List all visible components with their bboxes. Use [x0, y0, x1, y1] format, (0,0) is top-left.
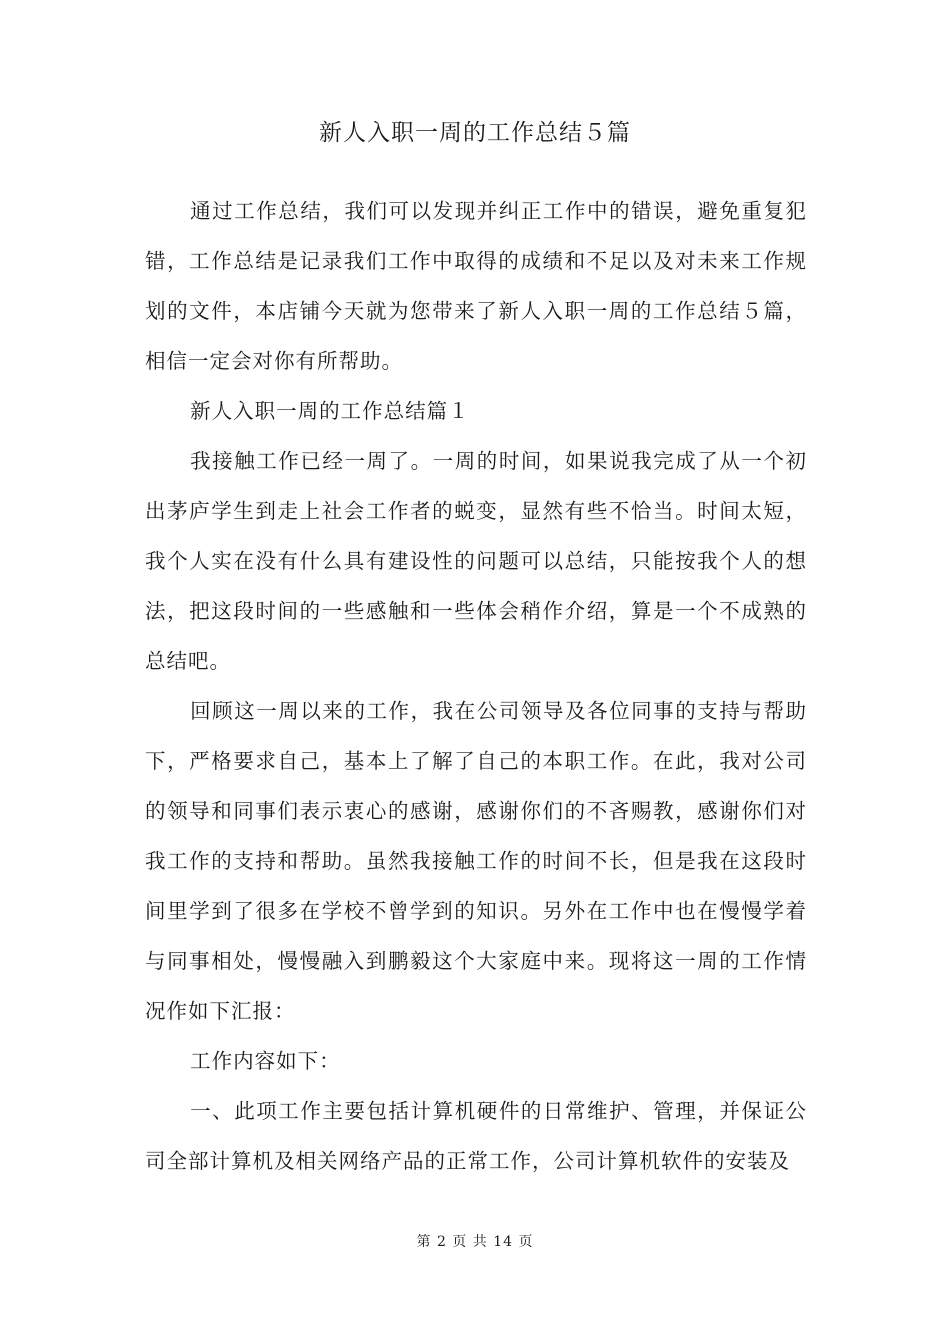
- page-number-footer: 第 2 页 共 14 页: [416, 1234, 534, 1250]
- list-intro-paragraph: 工作内容如下：: [190, 1049, 341, 1073]
- document-title: 新人入职一周的工作总结５篇: [319, 120, 631, 146]
- body-paragraph: 回顾这一周以来的工作，我在公司领导及各位同事的支持与帮助下，严格要求自己，基本上了解了自己的本职工作。在此，我对公司的领导和同事们表示衷心的感谢，感谢你们的不吝赐教，感谢你们对我工作的支持和帮助。虽然我接触工作的时间不长，但是我在这段时间里学到了很多在学校不曾学到的知识。另外在工作中也在慢慢学着与同事相处，慢慢融入到鹏毅这个大家庭中来。现将这一周的工作情况作如下汇报：: [145, 699, 807, 1023]
- intro-paragraph: 通过工作总结，我们可以发现并纠正工作中的错误，避免重复犯错，工作总结是记录我们工作中取得的成绩和不足以及对未来工作规划的文件，本店铺今天就为您带来了新人入职一周的工作总结５篇，相信一定会对你有所帮助。: [145, 199, 807, 373]
- body-paragraph: 我接触工作已经一周了。一周的时间，如果说我完成了从一个初出茅庐学生到走上社会工作者的蜕变，显然有些不恰当。时间太短，我个人实在没有什么具有建设性的问题可以总结，只能按我个人的想法，把这段时间的一些感触和一些体会稍作介绍，算是一个不成熟的总结吧。: [145, 449, 807, 673]
- document-body: [145, 186, 807, 1186]
- section-heading: 新人入职一周的工作总结篇１: [190, 399, 470, 423]
- list-item-paragraph: 一、此项工作主要包括计算机硬件的日常维护、管理，并保证公司全部计算机及相关网络产品的正常工作，公司计算机软件的安装及: [145, 1099, 807, 1173]
